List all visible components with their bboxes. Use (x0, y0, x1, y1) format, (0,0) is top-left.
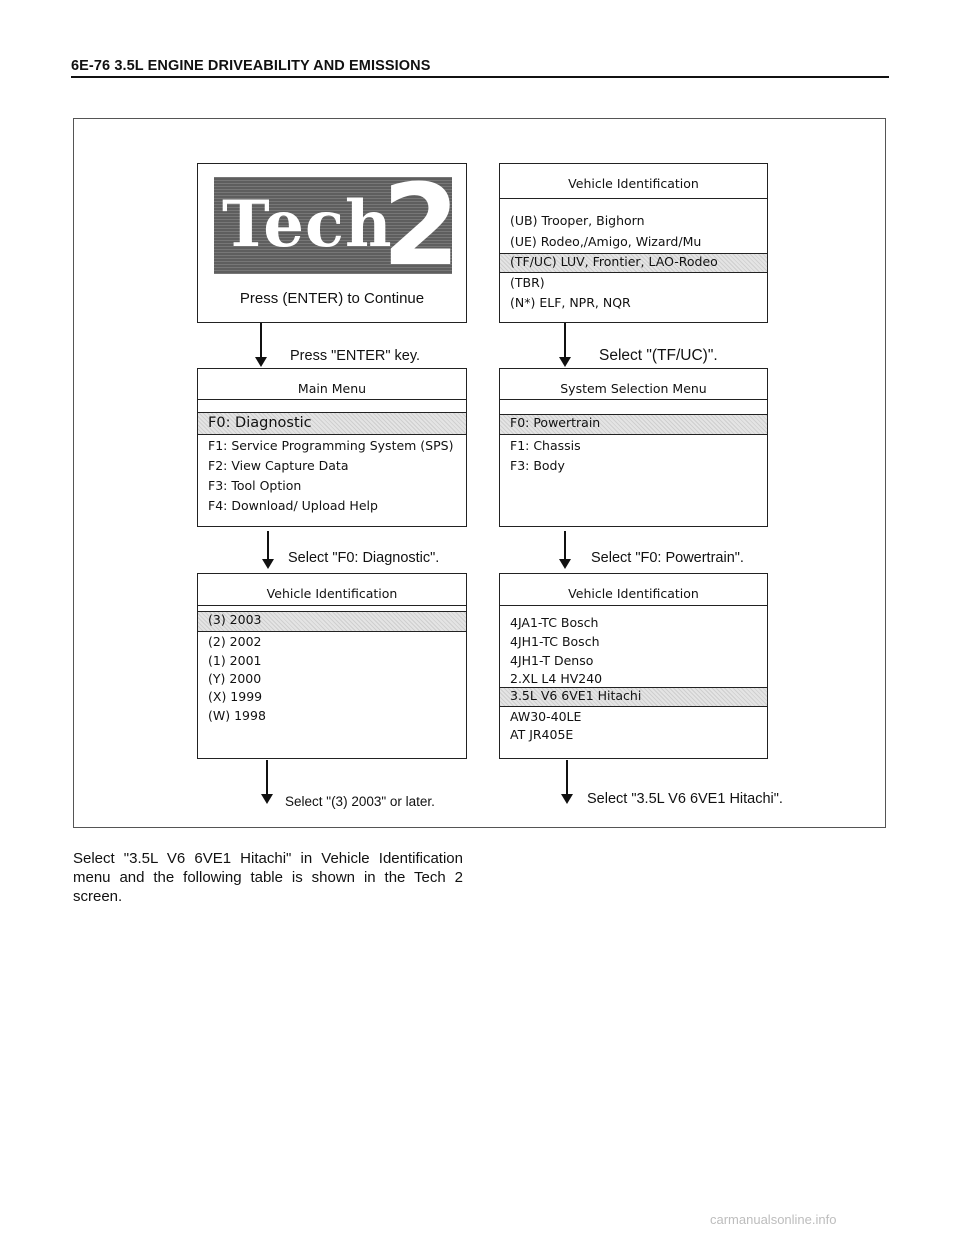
tech2-logo-number: 2 (382, 161, 460, 291)
caption-select-year: Select "(3) 2003" or later. (285, 794, 435, 809)
menu-item[interactable]: 2.XL L4 HV240 (510, 671, 603, 686)
menu-item-selected[interactable]: F0: Powertrain (500, 414, 767, 435)
menu-item[interactable]: AT JR405E (510, 727, 574, 742)
menu-item[interactable]: (TBR) (510, 275, 545, 290)
menu-item[interactable]: 4JH1-T Denso (510, 653, 594, 668)
menu-item[interactable]: 4JH1-TC Bosch (510, 634, 600, 649)
menu-item-selected[interactable]: 3.5L V6 6VE1 Hitachi (500, 687, 767, 707)
menu-item[interactable]: (UE) Rodeo,/Amigo, Wizard/Mu (510, 234, 702, 249)
body-paragraph: Select "3.5L V6 6VE1 Hitachi" in Vehicle Identification menu and the following table is shown in the Tech 2 screen. (73, 850, 463, 905)
screen-title: Vehicle Identification (568, 176, 699, 191)
tech2-logo-word: Tech (222, 187, 393, 262)
menu-item[interactable]: (1) 2001 (208, 653, 262, 668)
main-menu-screen (197, 368, 467, 527)
caption-press-enter: Press "ENTER" key. (290, 348, 421, 364)
menu-item[interactable]: F2: View Capture Data (208, 458, 349, 473)
system-selection-screen (499, 368, 768, 527)
page-header (71, 60, 889, 78)
year-selection-screen (197, 573, 467, 759)
menu-item[interactable]: (2) 2002 (208, 634, 262, 649)
caption-select-powertrain: Select "F0: Powertrain". (591, 550, 744, 566)
vehicle-identification-screen (499, 163, 768, 323)
menu-item[interactable]: AW30-40LE (510, 709, 582, 724)
caption-select-diagnostic: Select "F0: Diagnostic". (288, 550, 440, 566)
menu-item[interactable]: (UB) Trooper, Bighorn (510, 213, 645, 228)
tech2-flow-figure (73, 118, 886, 828)
menu-item[interactable]: (Y) 2000 (208, 671, 262, 686)
arrow-down-icon (559, 531, 571, 571)
watermark: carmanualsonline.info (710, 1212, 837, 1227)
arrow-down-icon (255, 323, 267, 367)
caption-select-tfuc: Select "(TF/UC)". (599, 347, 718, 364)
arrow-down-icon (561, 760, 573, 804)
arrow-down-icon (559, 323, 571, 367)
screen-title: Main Menu (297, 381, 367, 396)
start-prompt: Press (ENTER) to Continue (239, 290, 425, 307)
screen-title: Vehicle Identification (568, 586, 699, 601)
menu-item[interactable]: F3: Tool Option (208, 478, 302, 493)
menu-item[interactable]: 4JA1-TC Bosch (510, 615, 599, 630)
tech2-start-screen (197, 163, 467, 323)
menu-item-selected[interactable]: (TF/UC) LUV, Frontier, LAO-Rodeo (500, 253, 767, 273)
menu-item-selected[interactable]: (3) 2003 (198, 611, 466, 632)
screen-title: Vehicle Identification (266, 586, 398, 601)
menu-item[interactable]: F3: Body (510, 458, 565, 473)
tech2-logo (214, 161, 460, 291)
menu-item[interactable]: (N*) ELF, NPR, NQR (510, 295, 631, 310)
menu-item[interactable]: F1: Chassis (510, 438, 581, 453)
menu-item[interactable]: F4: Download/ Upload Help (208, 498, 378, 513)
menu-item[interactable]: (W) 1998 (208, 708, 266, 723)
screen-title: System Selection Menu (560, 381, 707, 396)
arrow-down-icon (262, 531, 274, 571)
arrow-down-icon (261, 760, 273, 804)
caption-select-engine: Select "3.5L V6 6VE1 Hitachi". (587, 791, 783, 807)
menu-item[interactable]: (X) 1999 (208, 689, 263, 704)
page-header-title: 6E-76 3.5L ENGINE DRIVEABILITY AND EMISSIONS (71, 58, 431, 74)
menu-item[interactable]: F1: Service Programming System (SPS) (208, 438, 454, 453)
engine-selection-screen (499, 573, 768, 759)
menu-item-selected[interactable]: F0: Diagnostic (198, 412, 466, 435)
